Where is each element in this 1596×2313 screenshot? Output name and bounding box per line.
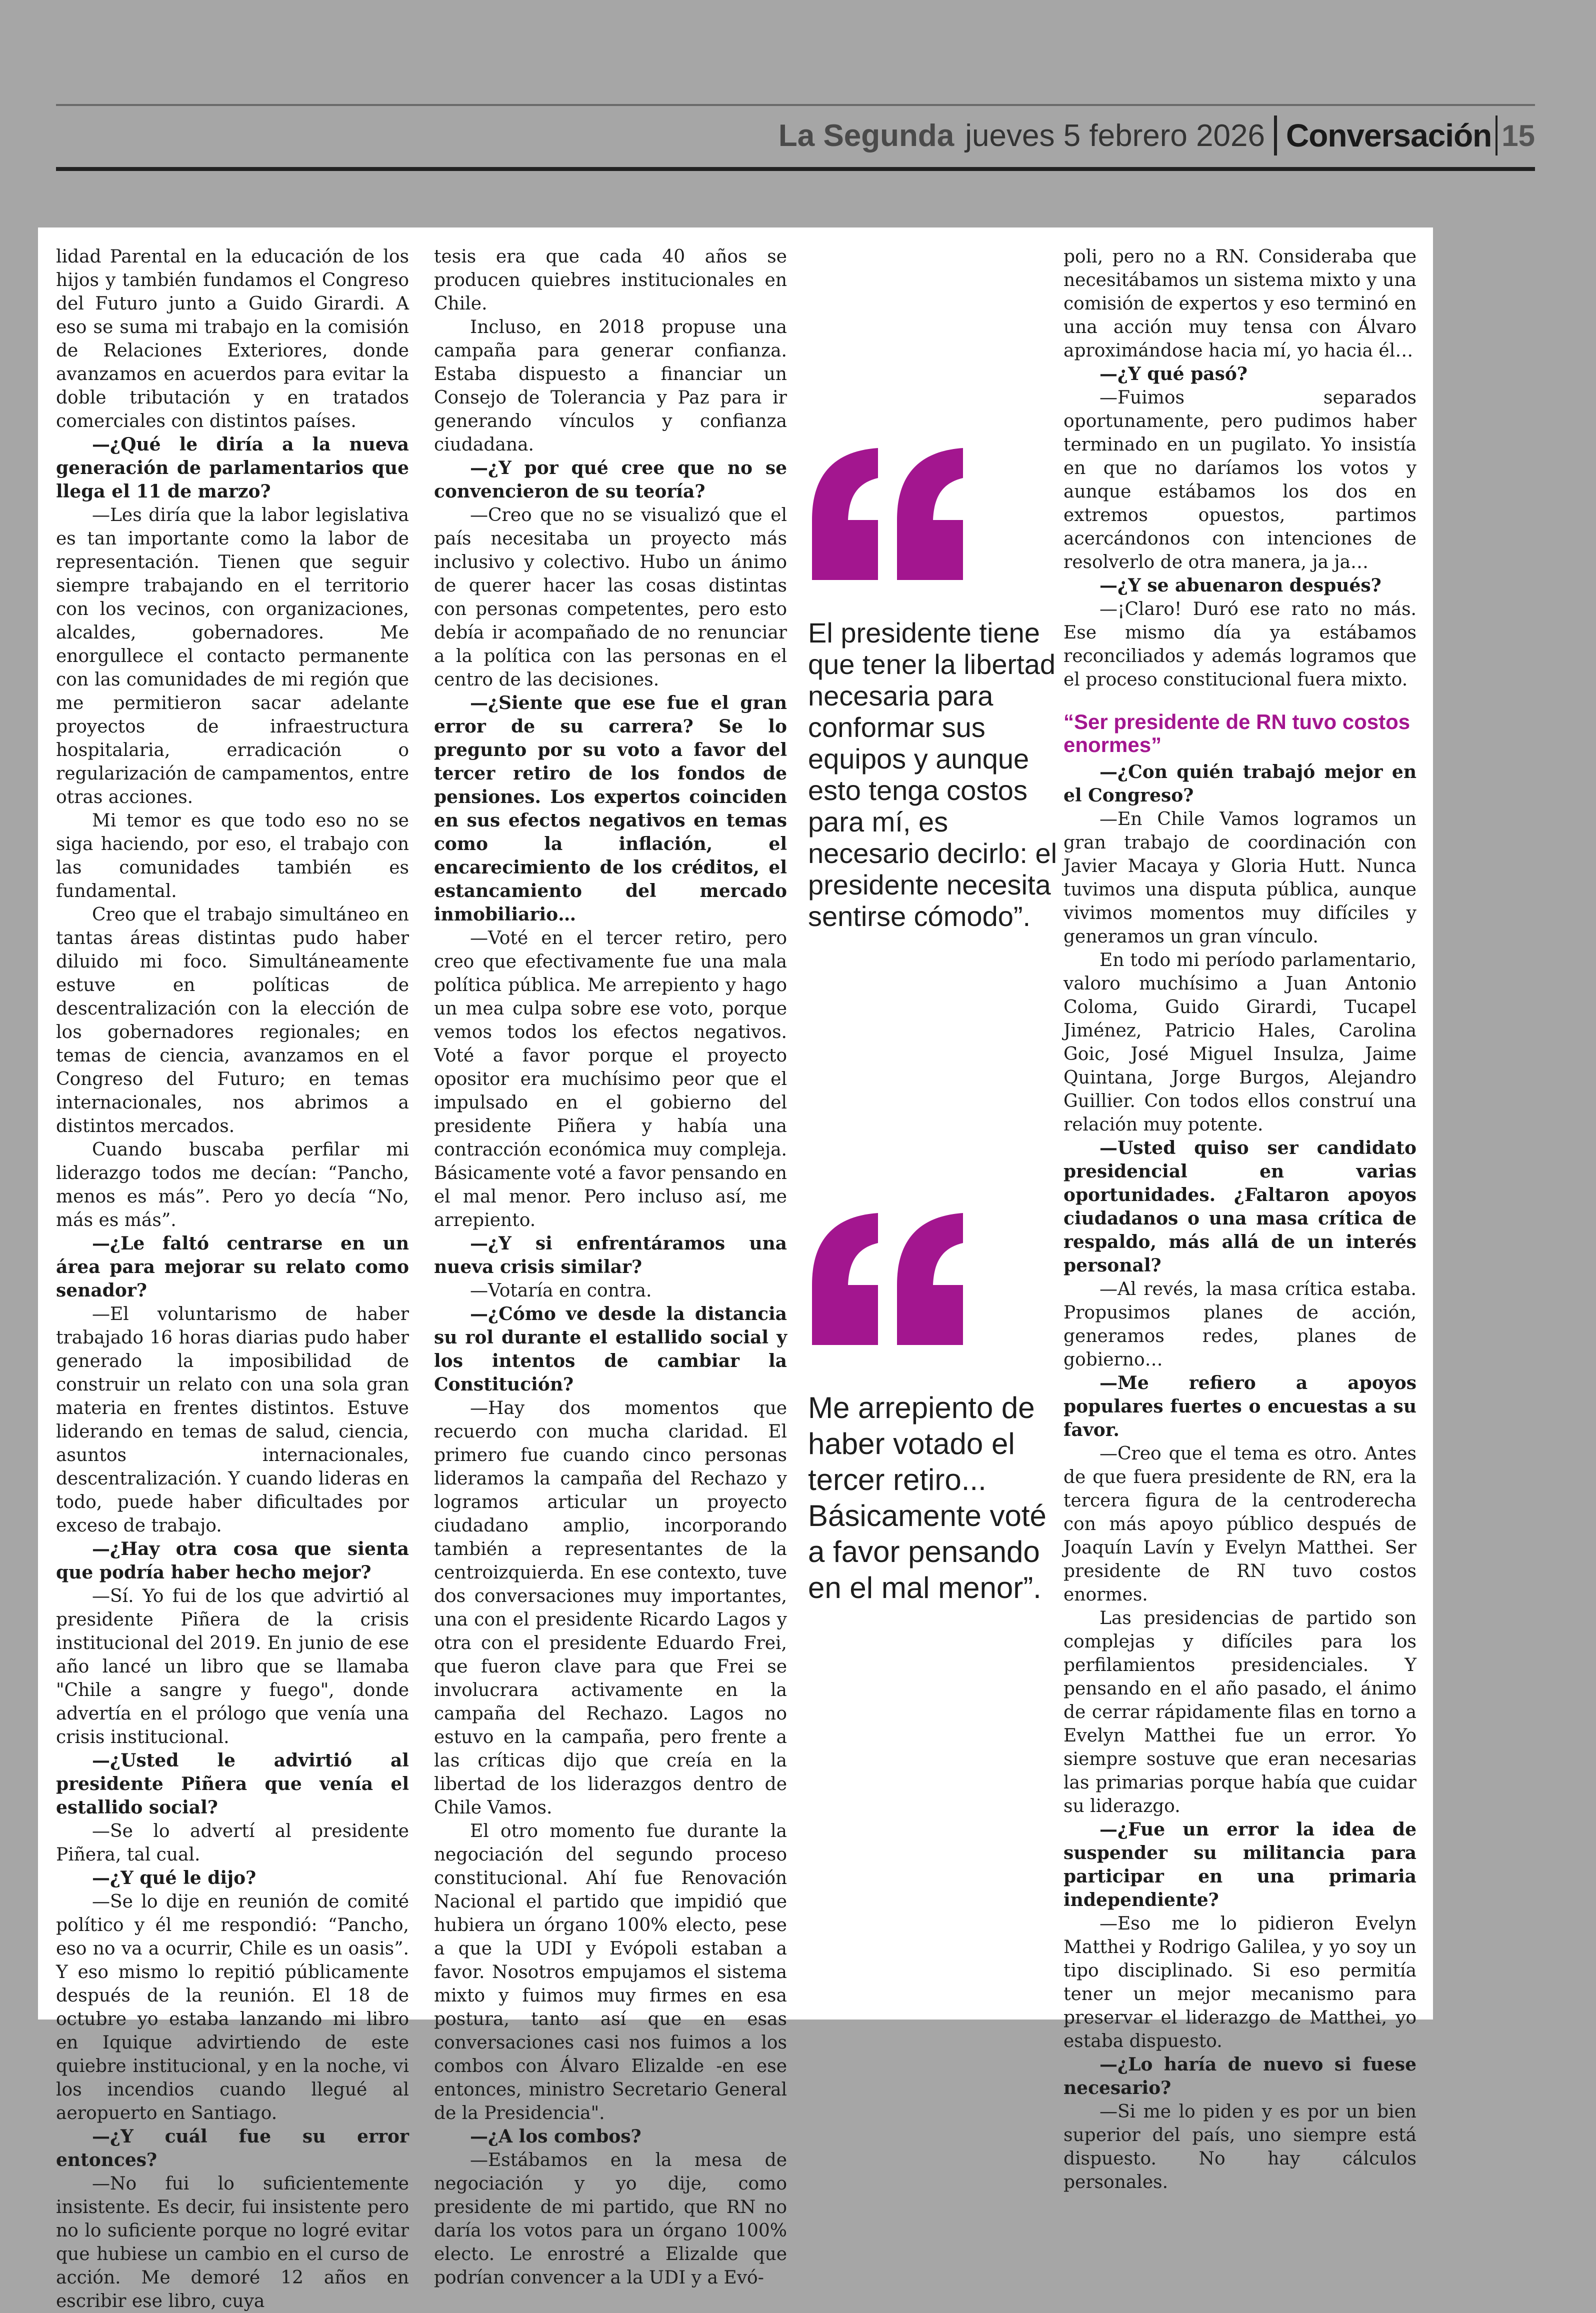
paragraph: Creo que el trabajo simultáneo en tantas áreas distintas pudo haber diluido mi foco. Simultáneamente estuve en políticas de descentralización con la elección de los gobernadores regionales; en temas de ciencia, avanzamos en el Congreso del Futuro; en temas internacionales, nos abrimos a distintos mercados. bbox=[56, 904, 409, 1136]
interview-question: —¿Y si enfrentáramos una nueva crisis similar? bbox=[434, 1233, 787, 1278]
column4-bottom-text bbox=[1064, 760, 1416, 2194]
paragraph: Cuando buscaba perfilar mi liderazgo todos me decían: “Pancho, menos es más”. Pero yo decía “No, más es más”. bbox=[56, 1140, 409, 1230]
paragraph: En todo mi período parlamentario, valoro muchísimo a Juan Antonio Coloma, Guido Girardi, Tucapel Jiménez, Patricio Hales, Carolina Goic, José Miguel Insulza, Jaime Quintana, Jorge Burgos, Alejandro Guillier. Con todos ellos construí una relación muy potente. bbox=[1064, 950, 1416, 1135]
paragraph: —Sí. Yo fui de los que advirtió al presidente Piñera de la crisis institucional del 2019. En junio de ese año lancé un libro que se llamaba "Chile a sangre y fuego", donde advertía en el prólogo que venía una crisis institucional. bbox=[56, 1586, 409, 1748]
header-bottom-rule bbox=[56, 167, 1535, 171]
pull-quote-1: El presidente tiene que tener la libertad necesaria para conformar sus equipos y aunque esto tenga costos para mí, es necesario decirlo: el presidente necesita sentirse cómodo”. bbox=[808, 617, 1058, 932]
paragraph: El otro momento fue durante la negociación del segundo proceso constitucional. Ahí fue Renovación Nacional el partido que impidió que hubiera un órgano 100% electo, pese a que la UDI y Evópoli estaban a favor. Nosotros empujamos el sistema mixto y fuimos muy firmes en esa postura, tanto así que en esas conversaciones casi nos fuimos a los combos con Álvaro Elizalde -en ese entonces, ministro Secretario General de la Presidencia". bbox=[434, 1821, 787, 2124]
paragraph: —Creo que el tema es otro. Antes de que fuera presidente de RN, era la tercera figura de la centroderecha con más apoyo público después de Joaquín Lavín y Evelyn Matthei. Ser presidente de RN tuvo costos enormes. bbox=[1064, 1444, 1416, 1605]
interview-question: —¿Qué le diría a la nueva generación de parlamentarios que llega el 11 de marzo? bbox=[56, 434, 409, 502]
paragraph: —Al revés, la masa crítica estaba. Propusimos planes de acción, generamos redes, planes de gobierno… bbox=[1064, 1279, 1416, 1370]
header-top-rule bbox=[56, 104, 1535, 106]
quote-mark-icon bbox=[808, 445, 968, 585]
paragraph: —Se lo dije en reunión de comité político y él me respondió: “Pancho, eso no va a ocurrir, Chile es un oasis”. Y eso mismo lo repitió públicamente después de la reunión. El 18 de octubre yo estaba lanzando mi libro en Iquique advirtiendo de este quiebre institucional, y en la noche, vi los incendios cuando llegué al aeropuerto en Santiago. bbox=[56, 1892, 409, 2124]
interview-question: —Me refiero a apoyos populares fuertes o encuestas a su favor. bbox=[1064, 1372, 1416, 1440]
paragraph: —Voté en el tercer retiro, pero creo que efectivamente fue una mala política pública. Me arrepiento y hago un mea culpa sobre ese voto, porque vemos todos los efectos negativos. Voté a favor porque el proyecto opositor era muchísimo peor que el impulsado en el gobierno del presidente Piñera y había una contracción económica muy compleja. Básicamente voté a favor pensando en el mal menor. Pero incluso así, me arrepiento. bbox=[434, 928, 787, 1230]
interview-question: —¿Con quién trabajó mejor en el Congreso? bbox=[1064, 762, 1416, 806]
paragraph: —En Chile Vamos logramos un gran trabajo de coordinación con Javier Macaya y Gloria Hutt. Nunca tuvimos una disputa pública, aunque vivimos momentos muy difíciles y generamos un gran vínculo. bbox=[1064, 809, 1416, 947]
paragraph: —Eso me lo pidieron Evelyn Matthei y Rodrigo Galilea, y yo soy un tipo disciplinado. Si eso permitía tener un mejor mecanismo para preservar el liderazgo de Matthei, yo estaba dispuesto. bbox=[1064, 1914, 1416, 2052]
page-number: 15 bbox=[1502, 118, 1535, 152]
interview-question: —¿Usted le advirtió al presidente Piñera que venía el estallido social? bbox=[56, 1750, 409, 1818]
paragraph: Incluso, en 2018 propuse una campaña para generar confianza. Estaba dispuesto a financiar un Consejo de Tolerancia y Paz para ir generando vínculos y confianza ciudadana. bbox=[434, 317, 787, 455]
paragraph: Mi temor es que todo eso no se siga haciendo, por eso, el trabajo con las comunidades también es fundamental. bbox=[56, 810, 409, 902]
text-column-4 bbox=[1064, 245, 1416, 2192]
paragraph: —Les diría que la labor legislativa es tan importante como la labor de representación. Tienen que seguir siempre trabajando en el territorio con los vecinos, con organizaciones, alcaldes, gobernadores. Me enorgullece el contacto permanente con las comunidades de mi región que me permitieron sacar adelante proyectos de infraestructura hospitalaria, erradicación o regularización de campamentos, entre otras acciones. bbox=[56, 505, 409, 808]
pull-quote-2: Me arrepiento de haber votado el tercer retiro... Básicamente voté a favor pensando en el mal menor”. bbox=[808, 1391, 1046, 1604]
interview-question: —¿Y qué le dijo? bbox=[92, 1868, 256, 1888]
interview-question: —¿Lo haría de nuevo si fuese necesario? bbox=[1064, 2054, 1416, 2098]
paragraph: lidad Parental en la educación de los hijos y también fundamos el Congreso del Futuro junto a Guido Girardi. A eso se suma mi trabajo en la comisión de Relaciones Exteriores, donde avanzamos en acuerdos para evitar la doble tributación y en tratados comerciales con distintos países. bbox=[56, 246, 409, 432]
page-header bbox=[778, 108, 1535, 163]
interview-question: —¿Le faltó centrarse en un área para mejorar su relato como senador? bbox=[56, 1233, 409, 1301]
interview-question: —¿Siente que ese fue el gran error de su carrera? Se lo pregunto por su voto a favor del tercer retiro de los fondos de pensiones. Los expertos coinciden en sus efectos negativos en temas como la inflación, el encarecimiento de los créditos, el estancamiento del mercado inmobiliario… bbox=[434, 692, 787, 925]
paragraph: —No fui lo suficientemente insistente. Es decir, fui insistente pero no lo suficiente porque no logré evitar que hubiese un cambio en el curso de acción. Me demoré 12 años en escribir ese libro, cuya bbox=[56, 2174, 409, 2312]
interview-question: —Usted quiso ser candidato presidencial en varias oportunidades. ¿Faltaron apoyos ciudadanos o una masa crítica de respaldo, más allá de un interés personal? bbox=[1064, 1138, 1416, 1276]
interview-question: —¿Y se abuenaron después? bbox=[1100, 575, 1382, 596]
paragraph: —Se lo advertí al presidente Piñera, tal cual. bbox=[56, 1821, 409, 1865]
header-separator bbox=[1274, 116, 1277, 156]
interview-question: —¿Fue un error la idea de suspender su militancia para participar en una primaria independiente? bbox=[1064, 1819, 1416, 1910]
paragraph: poli, pero no a RN. Consideraba que necesitábamos un sistema mixto y una comisión de expertos y eso terminó en una acción muy tensa con Álvaro aproximándose hacia mí, yo hacia él… bbox=[1064, 246, 1416, 361]
paragraph: —Hay dos momentos que recuerdo con mucha claridad. El primero fue cuando cinco personas lideramos la campaña del Rechazo y logramos articular un proyecto ciudadano amplio, incorporando también a representantes de la centroizquierda. En ese contexto, tuve dos conversaciones muy importantes, una con el presidente Ricardo Lagos y otra con el presidente Eduardo Frei, que fueron clave para que Frei se involucrara activamente en la campaña del Rechazo. Lagos no estuvo en la campaña, pero frente a las críticas dijo que creía en la libertad de los liderazgos dentro de Chile Vamos. bbox=[434, 1398, 787, 1818]
interview-question: —¿Hay otra cosa que sienta que podría haber hecho mejor? bbox=[56, 1538, 409, 1583]
interview-question: —¿Y qué pasó? bbox=[1100, 364, 1248, 384]
paragraph: tesis era que cada 40 años se producen quiebres institucionales en Chile. bbox=[434, 246, 787, 314]
text-column-2 bbox=[434, 245, 787, 2288]
paragraph: —Creo que no se visualizó que el país necesitaba un proyecto más inclusivo y colectivo. Hubo un ánimo de querer hacer las cosas distintas con personas competentes, pero esto debía ir acompañado de no renunciar a la política con las personas en el centro de las decisiones. bbox=[434, 505, 787, 690]
paragraph: —Si me lo piden y es por un bien superior del país, uno siempre está dispuesto. No hay cálculos personales. bbox=[1064, 2102, 1416, 2192]
issue-date: jueves 5 febrero 2026 bbox=[965, 118, 1265, 153]
section-subhead: “Ser presidente de RN tuvo costos enormes” bbox=[1064, 710, 1410, 756]
header-separator-2 bbox=[1496, 116, 1498, 156]
paragraph: —Fuimos separados oportunamente, pero pudimos haber terminado en un pugilato. Yo insistía en que no daríamos los votos y aunque estábamos los dos en extremos opuestos, partimos acercándonos con intenciones de resolverlo de otra manera, ja ja… bbox=[1064, 388, 1416, 572]
column4-top-text bbox=[1064, 245, 1416, 692]
paragraph: —El voluntarismo de haber trabajado 16 horas diarias pudo haber generado la imposibilidad de construir un relato con una sola gran materia en frentes distintos. Estuve liderando en temas de salud, ciencia, asuntos internacionales, descentralización. Y cuando lideras en todo, puede haber dificultades por exceso de trabajo. bbox=[56, 1304, 409, 1536]
interview-question: —¿A los combos? bbox=[470, 2126, 642, 2147]
interview-question: —¿Cómo ve desde la distancia su rol durante el estallido social y los intentos de cambiar la Constitución? bbox=[434, 1304, 787, 1395]
paragraph: —¡Claro! Duró ese rato no más. Ese mismo día ya estábamos reconciliados y además logramos que el proceso constitucional fuera mixto. bbox=[1064, 599, 1416, 690]
paragraph: Las presidencias de partido son complejas y difíciles para los perfilamientos presidenciales. Y pensando en el año pasado, el ánimo de cerrar rápidamente filas en torno a Evelyn Matthei fue un error. Yo siempre sostuve que eran necesarias las primarias porque había que cuidar su liderazgo. bbox=[1064, 1608, 1416, 1816]
interview-question: —¿Y por qué cree que no se convencieron de su teoría? bbox=[434, 458, 787, 502]
paragraph: —Estábamos en la mesa de negociación y yo dije, como presidente de mi partido, que RN no daría los votos para un órgano 100% electo. Le enrostré a Elizalde que podrían convencer a la UDI y a Evó- bbox=[434, 2150, 787, 2288]
paragraph: —Votaría en contra. bbox=[470, 1280, 652, 1301]
quote-mark-icon-2 bbox=[808, 1210, 968, 1350]
publication-name: La Segunda bbox=[778, 118, 954, 153]
text-column-1 bbox=[56, 245, 409, 2312]
section-name: Conversación bbox=[1286, 118, 1492, 154]
interview-question: —¿Y cuál fue su error entonces? bbox=[56, 2126, 409, 2170]
